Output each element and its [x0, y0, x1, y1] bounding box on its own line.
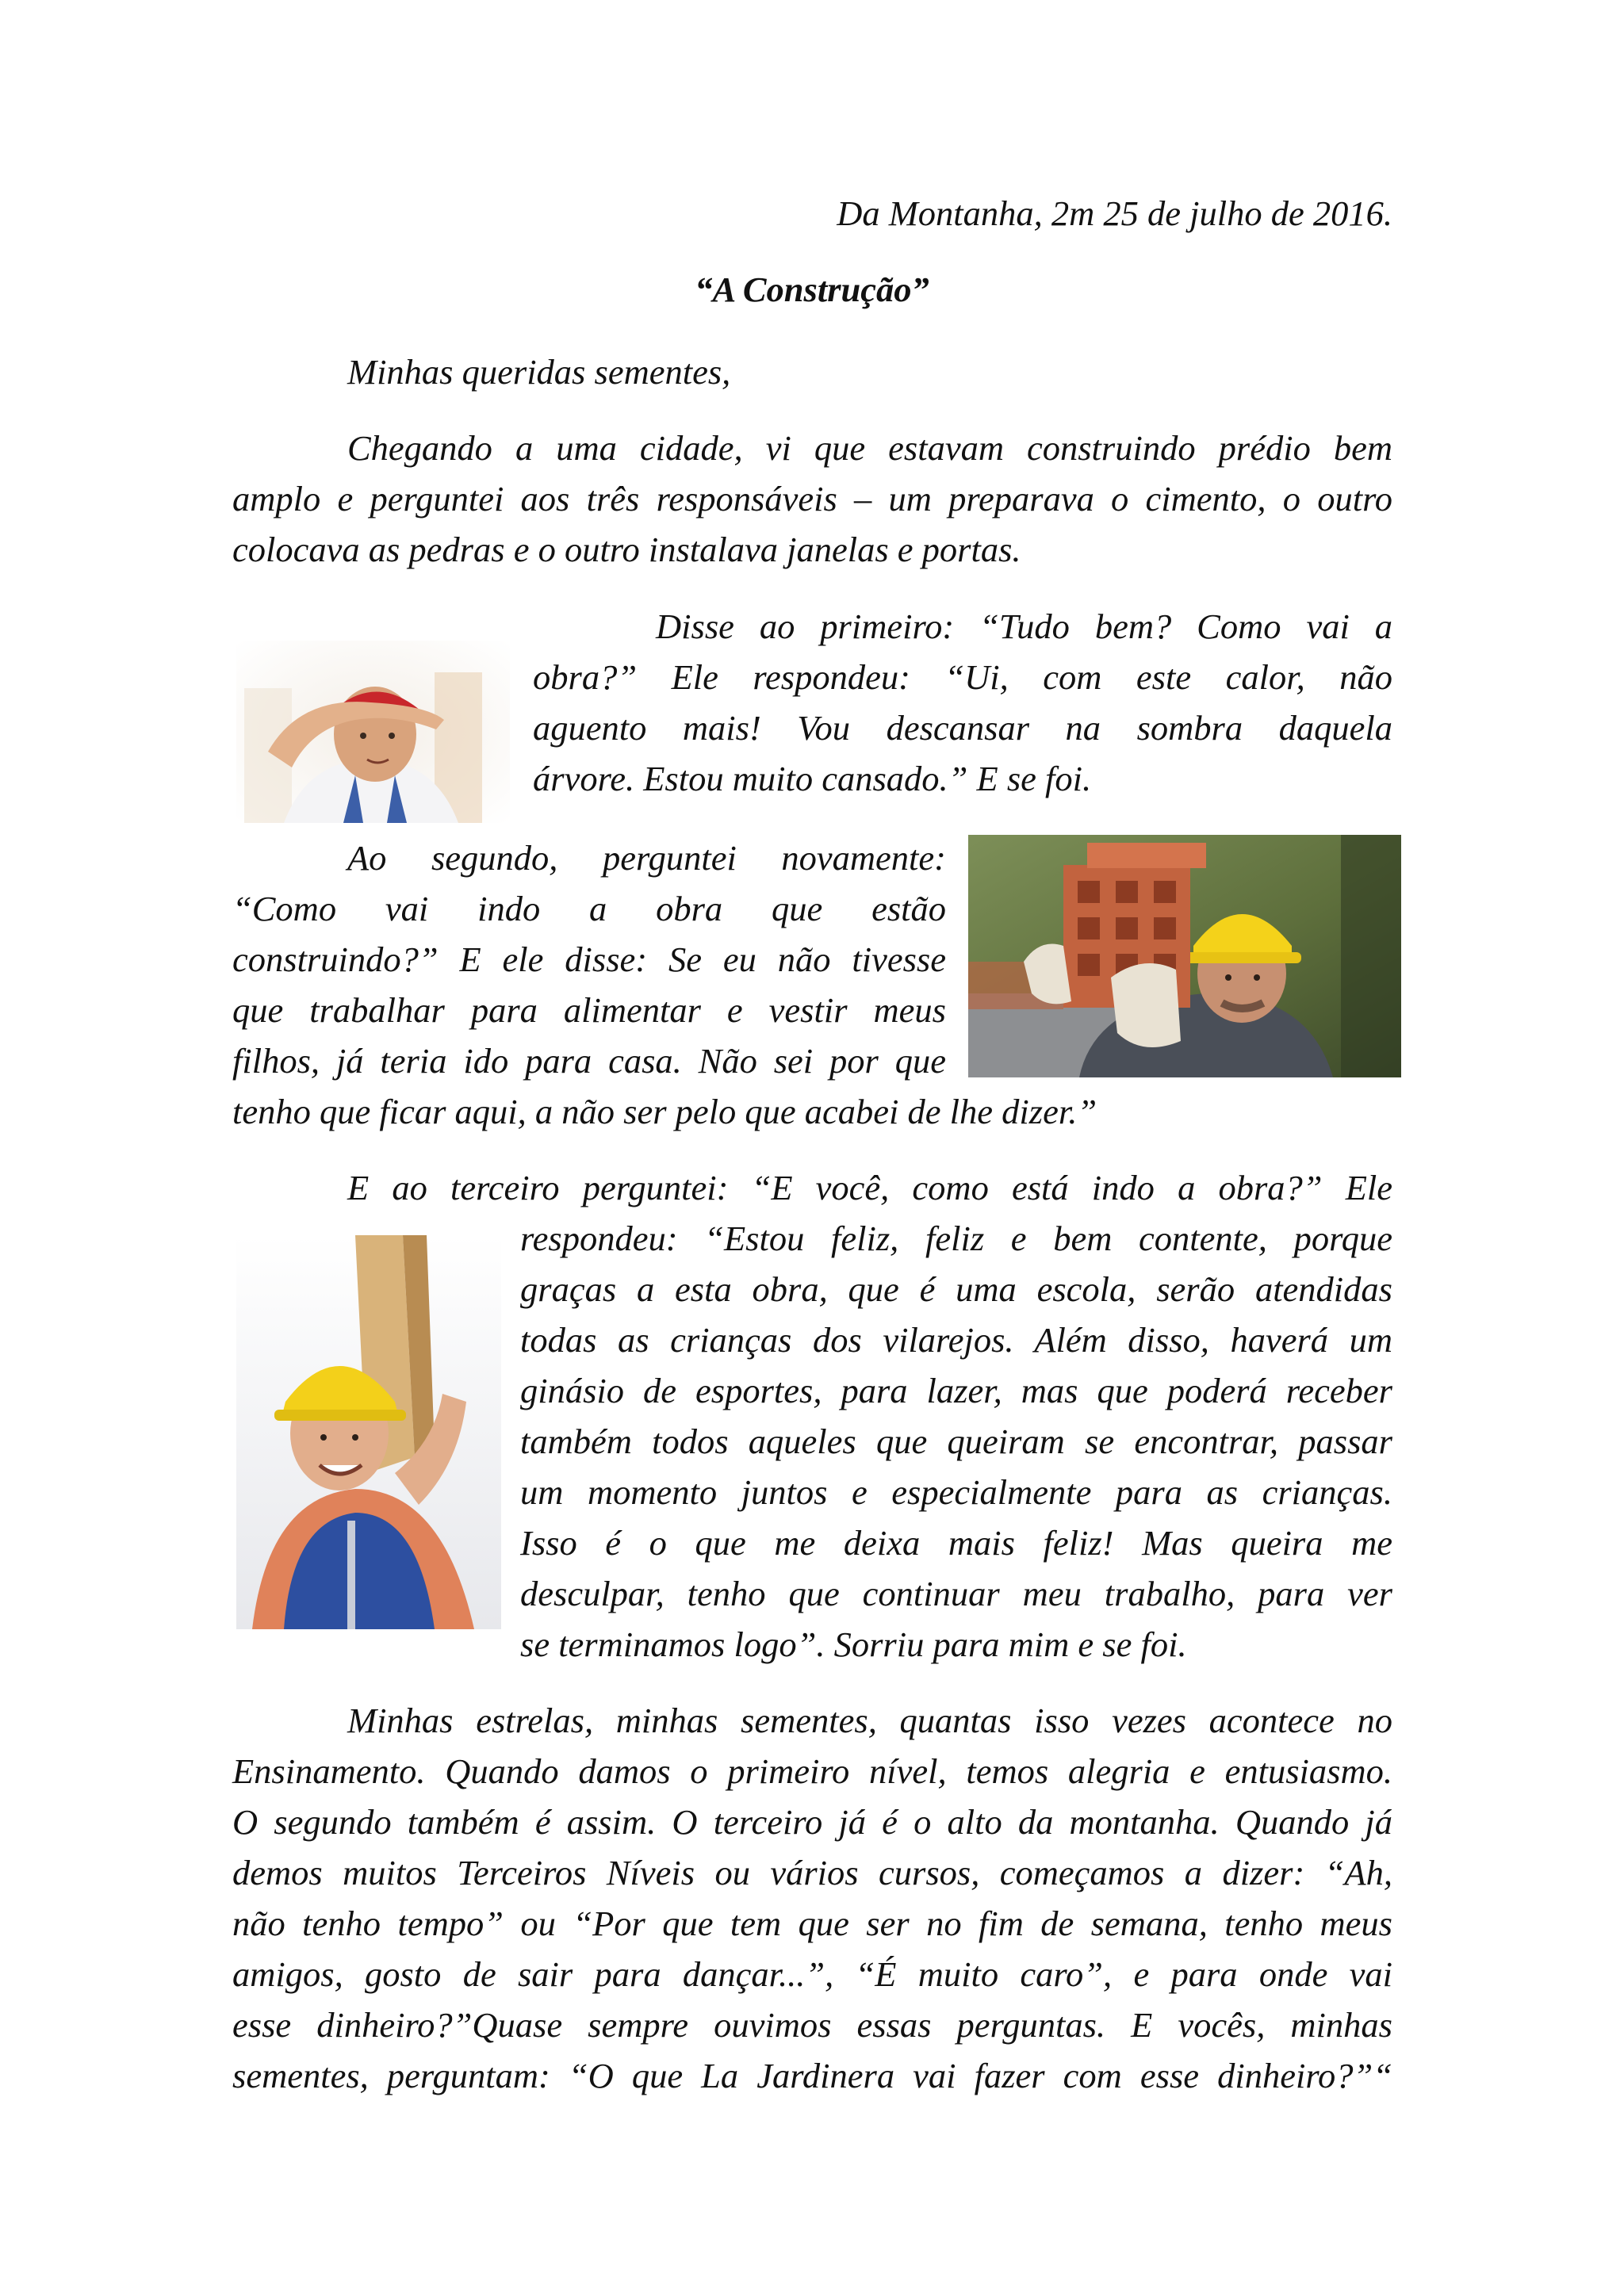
paragraph-4 [347, 1162, 1392, 1213]
text-line: ginásio de esportes, para lazer, mas que poderá receber [520, 1371, 1392, 1410]
text-line: Ao segundo, perguntei novamente: [347, 838, 946, 878]
paragraph-1 [232, 423, 1392, 575]
text-line: E ao terceiro perguntei: “E você, como está indo a obra?” Ele [347, 1168, 1392, 1207]
text-line: aguento mais! Vou descansar na sombra daquela [533, 708, 1392, 748]
text-line: amigos, gosto de sair para dançar...”, “É muito caro”, e para onde vai [232, 1954, 1392, 1994]
text-line: sementes, perguntam: “O que La Jardinera vai fazer com esse dinheiro?”“ [232, 2056, 1392, 2095]
greeting: Minhas queridas sementes, [347, 352, 731, 392]
page-title: “A Construção” [695, 270, 929, 309]
text-line: demos muitos Terceiros Níveis ou vários cursos, começamos a dizer: “Ah, [232, 1853, 1392, 1892]
text-line: todas as crianças dos vilarejos. Além disso, haverá um [520, 1320, 1392, 1360]
text-line: também todos aqueles que queiram se encontrar, passar [520, 1422, 1392, 1461]
text-line: respondeu: “Estou feliz, feliz e bem contente, porque [520, 1219, 1392, 1258]
text-line: não tenho tempo” ou “Por que tem que ser no fim de semana, tenho meus [232, 1904, 1392, 1943]
text-line: obra?” Ele respondeu: “Ui, com este calor, não [533, 657, 1392, 697]
text-line: “Como vai indo a obra que estão [232, 889, 946, 928]
text-line: Isso é o que me deixa mais feliz! Mas queira me [520, 1523, 1392, 1563]
text-line: um momento juntos e especialmente para as crianças. [520, 1472, 1392, 1512]
paragraph-3 [232, 832, 1097, 1137]
text-line: graças a esta obra, que é uma escola, serão atendidas [520, 1269, 1392, 1309]
paragraph-2 [533, 601, 1392, 804]
worker-happy-photo [236, 1235, 501, 1629]
text-line: Chegando a uma cidade, vi que estavam construindo prédio bem [347, 428, 1392, 468]
worker-tired-photo [236, 641, 510, 823]
worker-bricks-photo [968, 835, 1401, 1077]
text-line: colocava as pedras e o outro instalava janelas e portas. [232, 530, 1021, 569]
text-line: Minhas estrelas, minhas sementes, quantas isso vezes acontece no [347, 1701, 1392, 1740]
text-line: amplo e perguntei aos três responsáveis – um preparava o cimento, o outro [232, 479, 1392, 519]
text-line: se terminamos logo”. Sorriu para mim e se foi. [520, 1624, 1187, 1664]
text-line: filhos, já teria ido para casa. Não sei por que [232, 1041, 946, 1081]
text-line: Disse ao primeiro: “Tudo bem? Como vai a [656, 607, 1392, 646]
text-line: tenho que ficar aqui, a não ser pelo que acabei de lhe dizer.” [232, 1092, 1097, 1131]
text-line: que trabalhar para alimentar e vestir meus [232, 990, 946, 1030]
dateline: Da Montanha, 2m 25 de julho de 2016. [837, 193, 1392, 233]
text-line: árvore. Estou muito cansado.” E se foi. [533, 759, 1092, 798]
text-line: O segundo também é assim. O terceiro já é o alto da montanha. Quando já [232, 1802, 1392, 1842]
text-line: Ensinamento. Quando damos o primeiro nível, temos alegria e entusiasmo. [232, 1751, 1392, 1791]
text-line: esse dinheiro?”Quase sempre ouvimos essas perguntas. E vocês, minhas [232, 2005, 1392, 2045]
text-line: desculpar, tenho que continuar meu trabalho, para ver [520, 1574, 1392, 1613]
text-line: construindo?” E ele disse: Se eu não tivesse [232, 939, 946, 979]
paragraph-4-continued [520, 1213, 1392, 1670]
paragraph-5 [232, 1695, 1392, 2101]
